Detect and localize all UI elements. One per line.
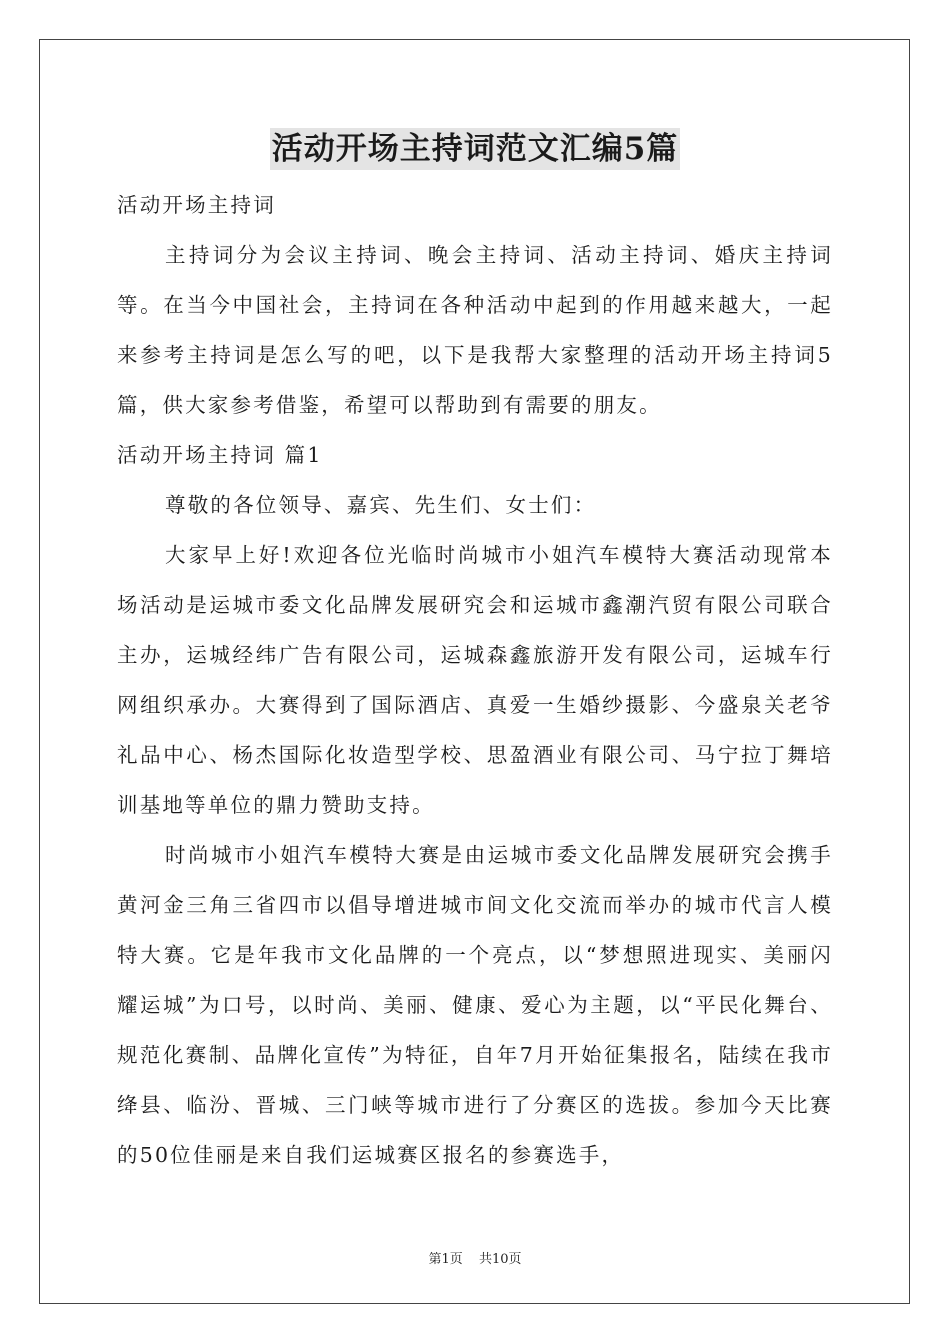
title-container <box>0 128 950 170</box>
document-title: 活动开场主持词范文汇编5篇 <box>270 128 681 170</box>
paragraph-section-heading: 活动开场主持词 篇1 <box>117 443 323 467</box>
document-body <box>117 180 833 1180</box>
paragraph-heading: 活动开场主持词 <box>117 193 276 217</box>
paragraph-intro: 主持词分为会议主持词、晚会主持词、活动主持词、婚庆主持词等。在当今中国社会，主持词在各种活动中起到的作用越来越大，一起来参考主持词是怎么写的吧，以下是我帮大家整理的活动开场主持词5篇，供大家参考借鉴，希望可以帮助到有需要的朋友。 <box>117 243 833 417</box>
paragraph-greeting: 尊敬的各位领导、嘉宾、先生们、女士们： <box>165 493 597 517</box>
page-footer <box>0 1248 950 1267</box>
page-total: 共10页 <box>478 1252 522 1267</box>
paragraph-body-2: 时尚城市小姐汽车模特大赛是由运城市委文化品牌发展研究会携手黄河金三角三省四市以倡导增进城市间文化交流而举办的城市代言人模特大赛。它是年我市文化品牌的一个亮点，以“梦想照进现实、美丽闪耀运城”为口号，以时尚、美丽、健康、爱心为主题，以“平民化舞台、规范化赛制、品牌化宣传”为特征，自年7月开始征集报名，陆续在我市绛县、临汾、晋城、三门峡等城市进行了分赛区的选拔。参加今天比赛的50位佳丽是来自我们运城赛区报名的参赛选手， <box>117 843 833 1167</box>
page-number: 第1页 <box>428 1252 463 1267</box>
paragraph-body-1: 大家早上好!欢迎各位光临时尚城市小姐汽车模特大赛活动现常本场活动是运城市委文化品牌发展研究会和运城市鑫潮汽贸有限公司联合主办，运城经纬广告有限公司，运城森鑫旅游开发有限公司，运城车行网组织承办。大赛得到了国际酒店、真爱一生婚纱摄影、今盛泉关老爷礼品中心、杨杰国际化妆造型学校、思盈酒业有限公司、马宁拉丁舞培训基地等单位的鼎力赞助支持。 <box>117 543 833 817</box>
